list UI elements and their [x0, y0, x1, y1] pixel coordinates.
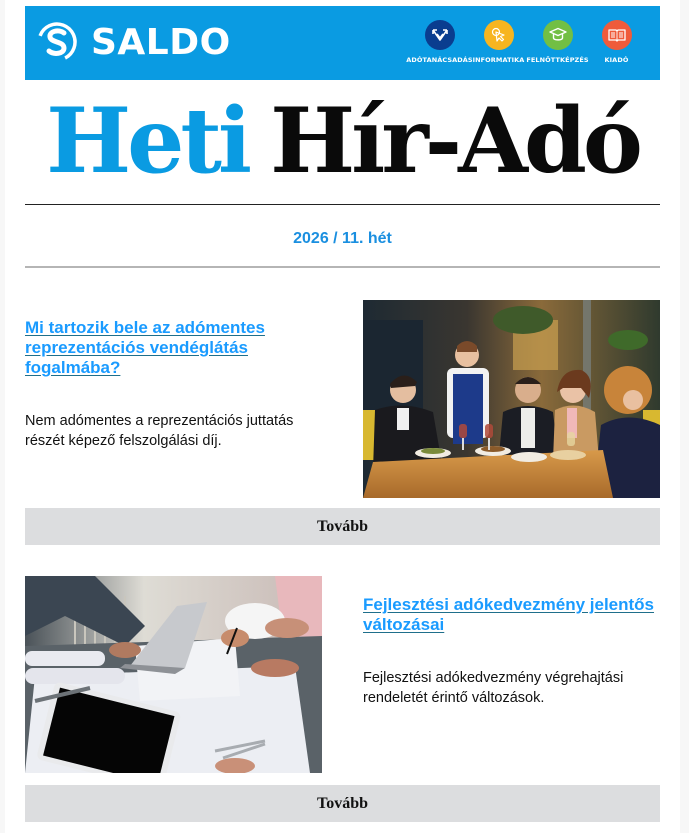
article-2-summary: Fejlesztési adókedvezmény végrehajtási rendeletét érintő változások.: [363, 670, 624, 706]
graduation-cap-icon: [543, 20, 573, 50]
nav-item-informatika[interactable]: INFORMATIKA: [469, 20, 528, 64]
scrollbar-track[interactable]: [680, 0, 689, 833]
nav-item-felnottkepzes[interactable]: FELNŐTTKÉPZÉS: [528, 20, 587, 64]
header-banner: [25, 6, 660, 80]
title-part-heti: Heti: [46, 87, 249, 194]
arrows-icon: [425, 20, 455, 50]
article-1-more-button[interactable]: Tovább: [25, 508, 660, 545]
issue-week: 2026 / 11. hét: [293, 230, 392, 247]
saldo-logo[interactable]: [37, 20, 231, 64]
newsletter-page: [5, 0, 680, 833]
cursor-click-icon: [484, 20, 514, 50]
category-nav: [406, 20, 646, 64]
saldo-s-icon: [37, 22, 77, 62]
blueprint-meeting-photo[interactable]: [25, 576, 322, 773]
open-book-icon: [602, 20, 632, 50]
article-2-more-button[interactable]: Tovább: [25, 785, 660, 822]
nav-item-kiado[interactable]: KIADÓ: [587, 20, 646, 64]
title-part-hir-ado: Hír-Adó: [270, 87, 639, 194]
brand-name: SALDO: [91, 21, 231, 63]
article-1-summary: Nem adómentes a reprezentációs juttatás részét képező felszolgálási díj.: [25, 413, 294, 449]
divider: [25, 266, 660, 268]
article-2-title-link[interactable]: Fejlesztési adókedvezmény jelentős változásai: [363, 595, 655, 634]
restaurant-dinner-photo[interactable]: [363, 300, 660, 498]
divider: [25, 204, 660, 205]
newsletter-title: [25, 88, 660, 193]
nav-item-adotanacsadas[interactable]: ADÓTANÁCSADÁS: [410, 20, 469, 64]
article-1-title-link[interactable]: Mi tartozik bele az adómentes reprezentációs vendéglátás fogalmába?: [25, 318, 265, 377]
